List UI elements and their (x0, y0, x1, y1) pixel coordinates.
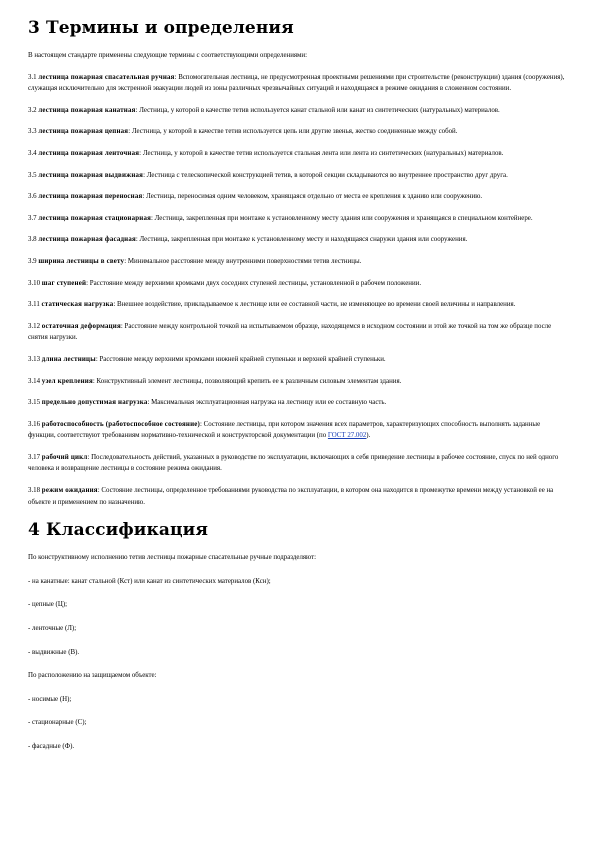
definition-term: ширина лестницы в свету (38, 257, 125, 265)
definition-paragraph: 3.5 лестница пожарная выдвижная: Лестница с телескопической конструкцией тетив, в которой секции складываются во внутреннее пространство друг друга. (28, 171, 508, 179)
definition-paragraph: 3.2 лестница пожарная канатная: Лестница, у которой в качестве тетив используется канат стальной или канат из синтетических (натуральных) материалов. (28, 106, 500, 114)
definition-paragraph: 3.8 лестница пожарная фасадная: Лестница, закрепленная при монтаже к установленному месту и находящаяся снаружи здания или сооружения. (28, 236, 468, 244)
definition-text: Конструктивный элемент лестницы, позволяющий крепить ее к различным силовым элементам здания. (94, 377, 402, 385)
classification-list-item: - выдвижные (В). (28, 648, 80, 656)
definition-number: 3.11 (28, 301, 40, 309)
definition-text: Вспомогательная лестница, не предусмотренная проектными решениями при строительстве (реконструкции) здания (сооружения), служащая исключительно для экстренной эвакуации людей из зоны различных чрезвычайных ситуаций и находящаяся в режиме ожидания в сложенном состоянии. (28, 73, 565, 93)
classification-list-item: - цепные (Ц); (28, 601, 68, 609)
section-3-heading: 3 Термины и определения (28, 18, 294, 38)
classification-paragraph: По расположению на защищаемом объекте: (28, 672, 157, 680)
definition-number: 3.14 (28, 377, 41, 385)
definition-number: 3.6 (28, 193, 37, 201)
classification-paragraph: По конструктивному исполнению тетив лестницы пожарные спасательные ручные подразделяют: (28, 554, 317, 562)
definition-paragraph: 3.10 шаг ступеней: Расстояние между верхними кромками двух соседних ступеней лестницы, установленной в рабочем положении. (28, 279, 422, 287)
definition-term: остаточная деформация (41, 322, 121, 330)
definition-term: узел крепления (41, 377, 93, 385)
definition-text: Лестница, закрепленная при монтаже к установленному месту и находящаяся снаружи здания или сооружения. (137, 236, 468, 244)
definition-paragraph: 3.7 лестница пожарная стационарная: Лестница, закрепленная при монтаже к установленному месту здания или сооружения и хранящаяся в специальном контейнере. (28, 214, 533, 222)
definition-number: 3.18 (28, 487, 41, 495)
definition-term: длина лестницы (41, 355, 96, 363)
definition-term: лестница пожарная ленточная (38, 149, 140, 157)
definition-paragraph: 3.1 лестница пожарная спасательная ручная: Вспомогательная лестница, не предусмотренная проектными решениями при строительстве (реконструкции) здания (сооружения), служащая исключительно для экстренной эвакуации людей из зоны различных чрезвычайных ситуаций и находящаяся в режиме ожидания в сложенном состоянии. (28, 73, 565, 93)
definition-text: Минимальное расстояние между внутренними поверхностями тетив лестницы. (126, 257, 362, 265)
definition-number: 3.1 (28, 73, 37, 81)
definition-number: 3.7 (28, 214, 37, 222)
definitions-list (28, 72, 568, 509)
definition-text: Внешнее воздействие, прикладываемое к лестнице или ее составной части, не изменяющее во времени своей величины и направления. (115, 301, 516, 309)
definition-paragraph: 3.16 работоспособность (работоспособное состояние): Состояние лестницы, при котором значения всех параметров, характеризующих способность выполнять заданные функции, соответствуют требованиям нормативно-технической и конструкторской документации (по ГОСТ 27.002). (28, 420, 541, 440)
definition-term: шаг ступеней (41, 279, 87, 287)
definition-term: лестница пожарная канатная (38, 106, 136, 114)
definition-number: 3.10 (28, 279, 41, 287)
definition-text: Лестница, закрепленная при монтаже к установленному месту здания или сооружения и хранящаяся в специальном контейнере. (152, 214, 533, 222)
definition-term: лестница пожарная выдвижная (38, 171, 144, 179)
definition-term: режим ожидания (41, 487, 98, 495)
classification-list-item: - на канатные: канат стальной (Кст) или канат из синтетических материалов (Ксн); (28, 577, 271, 585)
definition-text: Максимальная эксплуатационная нагрузка на лестницу или ее составную часть. (149, 399, 387, 407)
definition-paragraph: 3.6 лестница пожарная переносная: Лестница, переносимая одним человеком, хранящаяся отдельно от места ее крепления к зданию или сооружению. (28, 193, 483, 201)
classification-list-item: - носимые (Н); (28, 695, 72, 703)
definition-paragraph: 3.4 лестница пожарная ленточная: Лестница, у которой в качестве тетив используется стальная лента или лента из синтетических (натуральных) материалов. (28, 149, 504, 157)
definition-term: работоспособность (работоспособное состояние) (41, 420, 201, 428)
definition-number: 3.2 (28, 106, 37, 114)
section-3-intro: В настоящем стандарте применены следующие термины с соответствующими определениями: (28, 52, 308, 59)
definition-text-tail: ). (366, 432, 371, 440)
classification-list-item: - стационарные (С); (28, 719, 87, 727)
definition-term: лестница пожарная стационарная (38, 214, 152, 222)
definition-paragraph: 3.15 предельно допустимая нагрузка: Максимальная эксплуатационная нагрузка на лестницу или ее составную часть. (28, 399, 387, 407)
definition-text: Расстояние между контрольной точкой на испытываемом образце, находящемся в исходном состоянии и этой же точкой на том же образце после снятия нагрузки. (28, 322, 552, 342)
definition-number: 3.12 (28, 322, 41, 330)
definition-paragraph: 3.13 длина лестницы: Расстояние между верхними кромками нижней крайней ступеньки и верхней крайней ступеньки. (28, 355, 386, 363)
definition-text: Лестница, переносимая одним человеком, хранящаяся отдельно от места ее крепления к зданию или сооружению. (144, 193, 483, 201)
definition-paragraph: 3.9 ширина лестницы в свету: Минимальное расстояние между внутренними поверхностями тетив лестницы. (28, 257, 362, 265)
classification-list-item: - фасадные (Ф). (28, 743, 75, 750)
definition-term: лестница пожарная спасательная ручная (38, 73, 175, 81)
definition-number: 3.3 (28, 128, 37, 136)
definition-text: Состояние лестницы, определенное требованиями руководства по эксплуатации, в котором она находится в промежутке времени между установкой ее на объекте и применением по назначению. (28, 487, 554, 506)
classification-list (28, 552, 568, 752)
definition-text: Лестница с телескопической конструкцией тетив, в которой секции складываются во внутреннее пространство друг друга. (145, 171, 508, 179)
definition-number: 3.16 (28, 420, 41, 428)
gost-reference-link[interactable]: ГОСТ 27.002 (327, 432, 367, 440)
definition-text: Лестница, у которой в качестве тетив используется канат стальной или канат из синтетических (натуральных) материалов. (137, 106, 500, 114)
definition-term: лестница пожарная фасадная (38, 236, 136, 244)
definition-term: предельно допустимая нагрузка (41, 399, 148, 407)
definition-number: 3.8 (28, 236, 37, 244)
definition-paragraph: 3.18 режим ожидания: Состояние лестницы, определенное требованиями руководства по эксплуатации, в котором она находится в промежутке времени между установкой ее на объекте и применением по назначению. (28, 487, 554, 506)
definition-text: Состояние лестницы, при котором значения всех параметров, характеризующих способность выполнять заданные функции, соответствуют требованиям нормативно-технической и конструкторской документации (по (28, 420, 541, 440)
definition-paragraph: 3.11 статическая нагрузка: Внешнее воздействие, прикладываемое к лестнице или ее составной части, не изменяющее во времени своей величины и направления. (28, 301, 516, 309)
classification-list-item: - ленточные (Л); (28, 625, 77, 633)
definition-paragraph: 3.17 рабочий цикл: Последовательность действий, указанных в руководстве по эксплуатации, включающих в себя приведение лестницы в рабочее состояние, спуск по ней одного человека и возвращение лестницы в состояние режима ожидания. (28, 453, 559, 473)
definition-number: 3.15 (28, 399, 41, 407)
definition-paragraph: 3.12 остаточная деформация: Расстояние между контрольной точкой на испытываемом образце, находящемся в исходном состоянии и этой же точкой на том же образце после снятия нагрузки. (28, 322, 552, 342)
definition-text: Лестница, у которой в качестве тетив используется цепь или другие звенья, жестко соединенные между собой. (130, 128, 458, 136)
definition-term: лестница пожарная цепная (38, 128, 129, 136)
definition-number: 3.9 (28, 257, 37, 265)
definition-number: 3.4 (28, 149, 37, 157)
definition-term: рабочий цикл (41, 453, 88, 461)
definition-paragraph: 3.3 лестница пожарная цепная: Лестница, у которой в качестве тетив используется цепь или другие звенья, жестко соединенные между собой. (28, 128, 458, 136)
definition-term: лестница пожарная переносная (38, 193, 143, 201)
definition-text: Расстояние между верхними кромками нижней крайней ступеньки и верхней крайней ступеньки. (97, 355, 386, 363)
definition-text: Расстояние между верхними кромками двух соседних ступеней лестницы, установленной в рабочем положении. (88, 279, 422, 287)
definition-number: 3.13 (28, 355, 41, 363)
definition-term: статическая нагрузка (41, 301, 114, 309)
definition-paragraph: 3.14 узел крепления: Конструктивный элемент лестницы, позволяющий крепить ее к различным силовым элементам здания. (28, 377, 402, 385)
definition-number: 3.17 (28, 453, 41, 461)
section-4-heading: 4 Классификация (28, 520, 208, 541)
definition-number: 3.5 (28, 171, 37, 179)
definition-text: Последовательность действий, указанных в руководстве по эксплуатации, включающих в себя приведение лестницы в рабочее состояние, спуск по ней одного человека и возвращение лестницы в состояние режима ожидания. (28, 453, 559, 473)
definition-text: Лестница, у которой в качестве тетив используется стальная лента или лента из синтетических (натуральных) материалов. (141, 149, 504, 157)
